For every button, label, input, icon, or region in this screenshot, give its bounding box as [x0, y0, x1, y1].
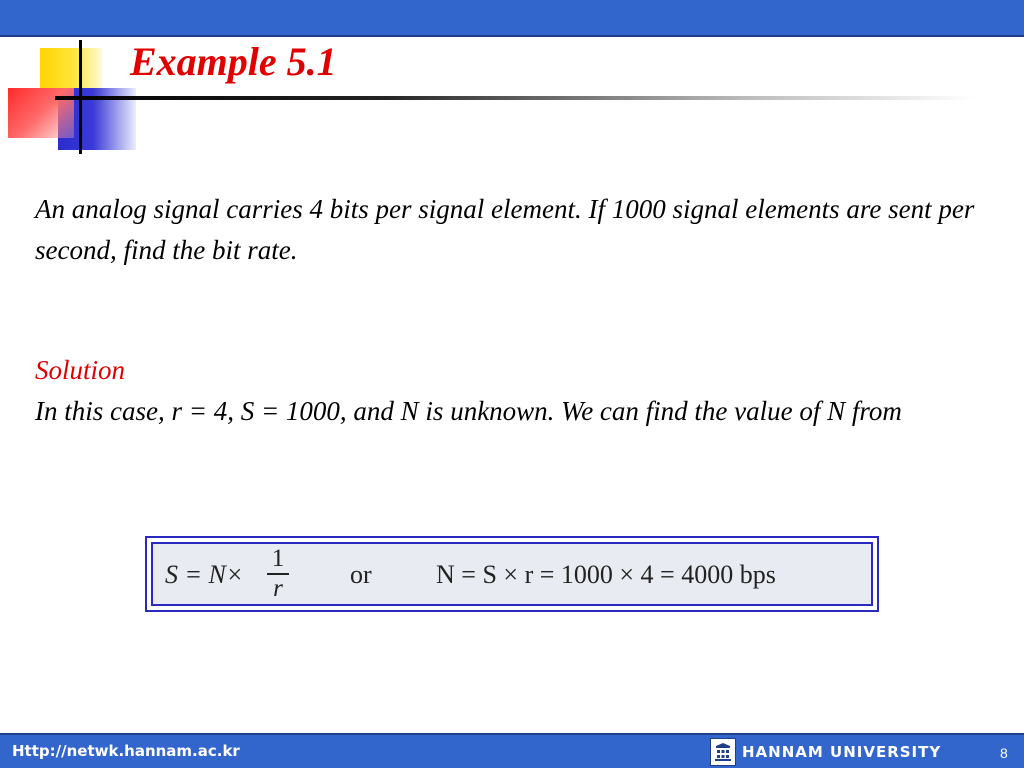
solution-heading: Solution: [35, 355, 126, 385]
footer-university: HANNAM UNIVERSITY: [742, 743, 942, 761]
footer-url: Http://netwk.hannam.ac.kr: [12, 742, 240, 760]
formula-fraction: [267, 546, 289, 602]
formula-left: S = N×: [165, 560, 244, 589]
fraction-denominator: r: [273, 574, 283, 602]
formula-panel: [151, 542, 873, 606]
slide-title: Example 5.1: [130, 39, 337, 84]
top-banner: [0, 0, 1024, 35]
problem-statement: An analog signal carries 4 bits per signal element. If 1000 signal elements are sent per second, find the bit rate.: [35, 194, 975, 265]
formula-right: N = S × r = 1000 × 4 = 4000 bps: [436, 560, 776, 589]
solution-text: In this case, r = 4, S = 1000, and N is unknown. We can find the value of N from: [35, 396, 902, 426]
formula-connector: or: [350, 560, 372, 589]
page-number: 8: [1000, 745, 1008, 761]
hannam-logo-icon: [710, 738, 736, 766]
title-underline: [55, 96, 975, 100]
formula-box: [145, 536, 879, 612]
top-banner-divider: [0, 35, 1024, 37]
fraction-numerator: 1: [271, 545, 285, 572]
